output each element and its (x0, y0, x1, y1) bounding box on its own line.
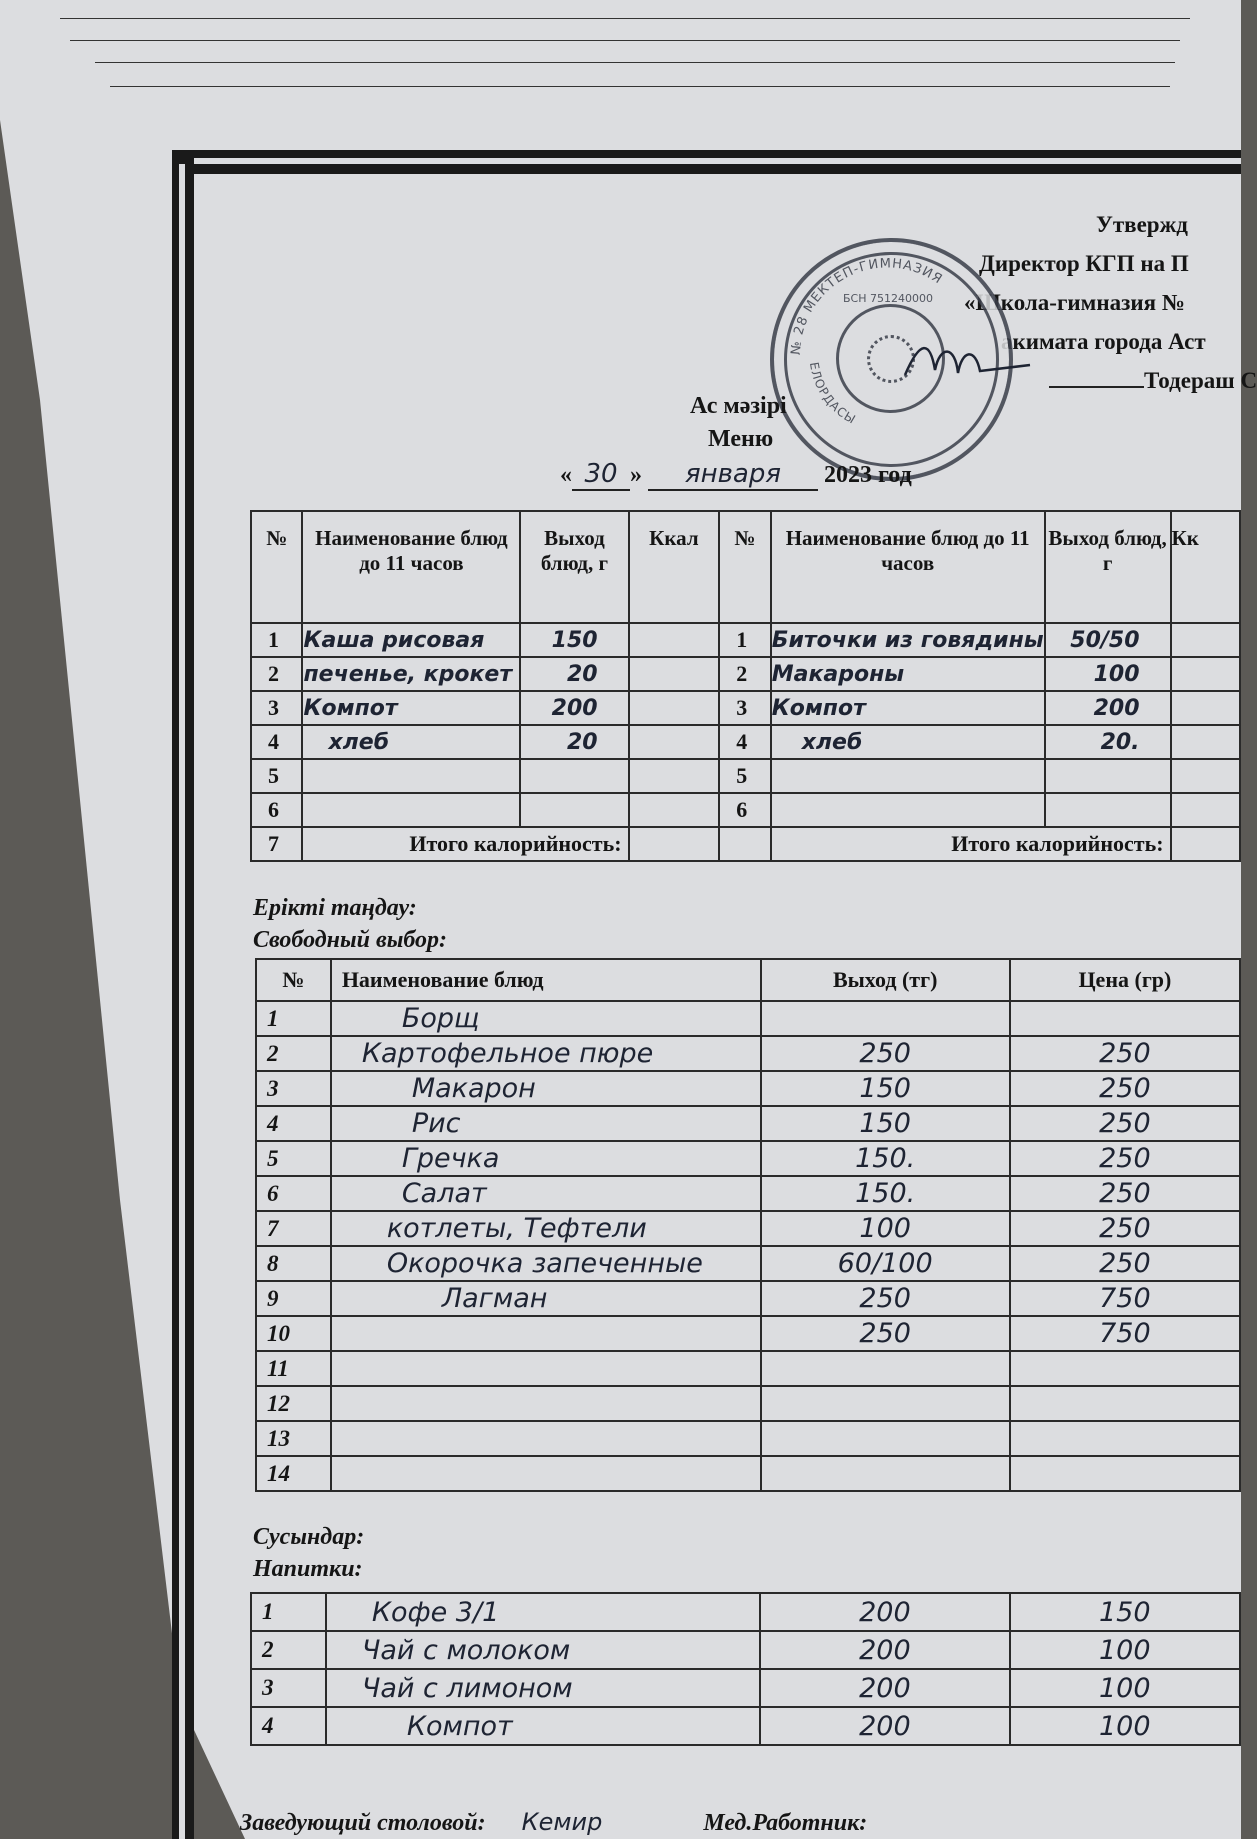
row-number: 7 (251, 827, 302, 861)
dish-name (331, 1386, 761, 1421)
dish-yield: 100 (761, 1211, 1010, 1246)
dish-name (771, 793, 1045, 827)
dish-yield: 20 (520, 657, 628, 691)
dish-yield (520, 793, 628, 827)
column-header: Выход (тг) (761, 959, 1010, 1001)
dish-kcal (629, 759, 720, 793)
drink-name: Кофе 3/1 (326, 1593, 760, 1631)
dish-yield: 150 (761, 1106, 1010, 1141)
dish-name (331, 1456, 761, 1491)
drink-yield: 200 (760, 1631, 1009, 1669)
row-number: 5 (256, 1141, 331, 1176)
page-border-left (172, 150, 194, 1839)
table-row (256, 1421, 1240, 1456)
dish-price: 250 (1010, 1071, 1240, 1106)
dish-yield (761, 1386, 1010, 1421)
dish-name (302, 793, 520, 827)
drink-name: Компот (326, 1707, 760, 1745)
table-row (251, 1631, 1240, 1669)
table-row (256, 1001, 1240, 1036)
drink-price: 100 (1010, 1669, 1240, 1707)
row-number: 3 (719, 691, 770, 725)
table-row (256, 1211, 1240, 1246)
table-row (256, 1036, 1240, 1071)
table-row (256, 1316, 1240, 1351)
column-header: № (719, 511, 770, 623)
dish-price: 250 (1010, 1176, 1240, 1211)
table-row (256, 1456, 1240, 1491)
row-number: 6 (719, 793, 770, 827)
dish-price: 750 (1010, 1281, 1240, 1316)
dish-name: печенье, крокет (302, 657, 520, 691)
dish-kcal (1171, 623, 1240, 657)
table-row (256, 1141, 1240, 1176)
drink-yield: 200 (760, 1707, 1009, 1745)
date-day: 30 (572, 459, 630, 491)
row-number: 2 (719, 657, 770, 691)
dish-name: Макарон (331, 1071, 761, 1106)
drink-price: 100 (1010, 1631, 1240, 1669)
dish-yield: 250 (761, 1316, 1010, 1351)
dish-yield: 150. (761, 1141, 1010, 1176)
approval-line: «Школа-гимназия № (964, 290, 1185, 315)
table-row (251, 793, 1240, 827)
column-header: Наименование блюд (331, 959, 761, 1001)
header-rule (110, 86, 1170, 87)
drink-yield: 200 (760, 1669, 1009, 1707)
director-signature (900, 335, 1050, 385)
dish-yield (1045, 759, 1171, 793)
dish-yield: 150. (761, 1176, 1010, 1211)
dish-name: Каша рисовая (302, 623, 520, 657)
page-border-top (172, 150, 1241, 174)
table-row (251, 691, 1240, 725)
header-rule (60, 18, 1190, 19)
menu-date: « 30 » января 2023 год (560, 459, 912, 489)
section-label: Напитки: (253, 1556, 363, 1582)
dish-name (331, 1351, 761, 1386)
dish-kcal (629, 623, 720, 657)
dish-yield (520, 759, 628, 793)
director-name: Тодераш С (1144, 368, 1257, 393)
dish-yield (761, 1351, 1010, 1386)
medic-label: Мед.Работник: (703, 1810, 868, 1836)
stamp-bin: БСН 751240000 (843, 292, 933, 305)
drinks-table (250, 1592, 1241, 1746)
column-header: № (251, 511, 302, 623)
row-number: 1 (256, 1001, 331, 1036)
footer (240, 1808, 867, 1837)
row-number: 14 (256, 1456, 331, 1491)
dish-name: хлеб (302, 725, 520, 759)
row-number: 4 (251, 725, 302, 759)
dish-price: 250 (1010, 1106, 1240, 1141)
row-number: 2 (251, 1631, 326, 1669)
dish-name: Гречка (331, 1141, 761, 1176)
column-header: Выход блюд, г (520, 511, 628, 623)
dish-kcal (1171, 759, 1240, 793)
dish-kcal (1171, 793, 1240, 827)
total-label: Итого калорийность: (302, 827, 628, 861)
dish-yield (761, 1001, 1010, 1036)
dish-kcal (1171, 691, 1240, 725)
menu-title-ru: Меню (708, 426, 774, 452)
column-header: Цена (гр) (1010, 959, 1240, 1001)
dish-kcal (629, 793, 720, 827)
row-number: 4 (256, 1106, 331, 1141)
table-row (251, 759, 1240, 793)
header-rule (70, 40, 1180, 41)
stamp-text: ЕЛОРДАСЫ (806, 361, 859, 427)
row-number: 7 (256, 1211, 331, 1246)
total-kcal (629, 827, 720, 861)
free-choice-table (255, 958, 1241, 1492)
dish-name: Компот (302, 691, 520, 725)
dish-kcal (1171, 657, 1240, 691)
row-number: 4 (719, 725, 770, 759)
dish-name: Макароны (771, 657, 1045, 691)
dish-name: хлеб (771, 725, 1045, 759)
dish-name (331, 1316, 761, 1351)
main-menu-table (250, 510, 1241, 862)
drink-name: Чай с лимоном (326, 1669, 760, 1707)
dish-yield: 100 (1045, 657, 1171, 691)
drink-price: 150 (1010, 1593, 1240, 1631)
dish-kcal (629, 657, 720, 691)
table-row (251, 1593, 1240, 1631)
table-row (256, 1281, 1240, 1316)
dish-name: Картофельное пюре (331, 1036, 761, 1071)
row-number: 13 (256, 1421, 331, 1456)
drink-name: Чай с молоком (326, 1631, 760, 1669)
table-row (256, 1386, 1240, 1421)
table-header-row (251, 511, 1240, 623)
dish-yield: 200 (520, 691, 628, 725)
dish-yield: 60/100 (761, 1246, 1010, 1281)
row-number: 5 (719, 759, 770, 793)
row-number (719, 827, 770, 861)
menu-title-kz: Ас мәзірі (690, 393, 787, 419)
table-row (251, 657, 1240, 691)
column-header: Наименование блюд до 11 часов (771, 511, 1045, 623)
table-row (256, 1071, 1240, 1106)
dish-name (331, 1421, 761, 1456)
row-number: 2 (256, 1036, 331, 1071)
row-number: 6 (256, 1176, 331, 1211)
section-label: Ерікті таңдау: (253, 895, 417, 921)
dish-yield: 250 (761, 1281, 1010, 1316)
table-row (256, 1176, 1240, 1211)
column-header: Выход блюд, г (1045, 511, 1171, 623)
dish-yield: 20 (520, 725, 628, 759)
dish-name: Лагман (331, 1281, 761, 1316)
row-number: 3 (251, 1669, 326, 1707)
row-number: 3 (256, 1071, 331, 1106)
dish-yield (761, 1421, 1010, 1456)
dish-kcal (1171, 725, 1240, 759)
dish-name: Биточки из говядины (771, 623, 1045, 657)
approval-line: Директор КГП на П (979, 251, 1189, 276)
row-number: 3 (251, 691, 302, 725)
row-number: 10 (256, 1316, 331, 1351)
total-row (251, 827, 1240, 861)
date-month: января (648, 459, 818, 491)
dish-yield (1045, 793, 1171, 827)
dish-yield: 50/50 (1045, 623, 1171, 657)
column-header: Наименование блюд до 11 часов (302, 511, 520, 623)
table-row (256, 1106, 1240, 1141)
column-header: Кк (1171, 511, 1240, 623)
row-number: 1 (251, 1593, 326, 1631)
dish-price: 250 (1010, 1036, 1240, 1071)
drink-price: 100 (1010, 1707, 1240, 1745)
drink-yield: 200 (760, 1593, 1009, 1631)
dish-yield (761, 1456, 1010, 1491)
dish-yield: 20. (1045, 725, 1171, 759)
row-number: 11 (256, 1351, 331, 1386)
row-number: 6 (251, 793, 302, 827)
dish-yield: 250 (761, 1036, 1010, 1071)
section-label: Свободный выбор: (253, 927, 448, 953)
dish-price (1010, 1351, 1240, 1386)
dish-price (1010, 1456, 1240, 1491)
dish-name (302, 759, 520, 793)
dish-name: Компот (771, 691, 1045, 725)
total-label: Итого калорийность: (771, 827, 1171, 861)
table-row (251, 1669, 1240, 1707)
dish-name: Рис (331, 1106, 761, 1141)
row-number: 9 (256, 1281, 331, 1316)
dish-name (771, 759, 1045, 793)
table-row (251, 1707, 1240, 1745)
dish-name: котлеты, Тефтели (331, 1211, 761, 1246)
row-number: 1 (719, 623, 770, 657)
column-header: № (256, 959, 331, 1001)
dish-name: Салат (331, 1176, 761, 1211)
header-rule (95, 62, 1175, 63)
row-number: 4 (251, 1707, 326, 1745)
dish-yield: 200 (1045, 691, 1171, 725)
row-number: 8 (256, 1246, 331, 1281)
dish-kcal (629, 691, 720, 725)
dish-name: Окорочка запеченные (331, 1246, 761, 1281)
dish-price: 750 (1010, 1316, 1240, 1351)
stamp-text: № 28 МЕКТЕП-ГИМНАЗИЯ (788, 256, 946, 356)
approval-line: Утвержд (1096, 212, 1188, 237)
table-header-row (256, 959, 1240, 1001)
dish-name: Борщ (331, 1001, 761, 1036)
row-number: 2 (251, 657, 302, 691)
total-kcal (1171, 827, 1240, 861)
date-year: 2023 год (824, 462, 912, 488)
dish-yield: 150 (761, 1071, 1010, 1106)
row-number: 1 (251, 623, 302, 657)
manager-label: Заведующий столовой: (240, 1810, 486, 1836)
table-row (251, 725, 1240, 759)
table-row (256, 1246, 1240, 1281)
dish-price (1010, 1386, 1240, 1421)
dish-price (1010, 1421, 1240, 1456)
column-header: Ккал (629, 511, 720, 623)
approval-line: акимата города Аст (1001, 329, 1206, 354)
dish-kcal (629, 725, 720, 759)
dish-price (1010, 1001, 1240, 1036)
section-label: Сусындар: (253, 1524, 365, 1550)
manager-signature: Кемир (521, 1808, 603, 1836)
dish-price: 250 (1010, 1211, 1240, 1246)
dish-price: 250 (1010, 1246, 1240, 1281)
table-row (251, 623, 1240, 657)
row-number: 5 (251, 759, 302, 793)
row-number: 12 (256, 1386, 331, 1421)
dish-yield: 150 (520, 623, 628, 657)
dish-price: 250 (1010, 1141, 1240, 1176)
table-row (256, 1351, 1240, 1386)
